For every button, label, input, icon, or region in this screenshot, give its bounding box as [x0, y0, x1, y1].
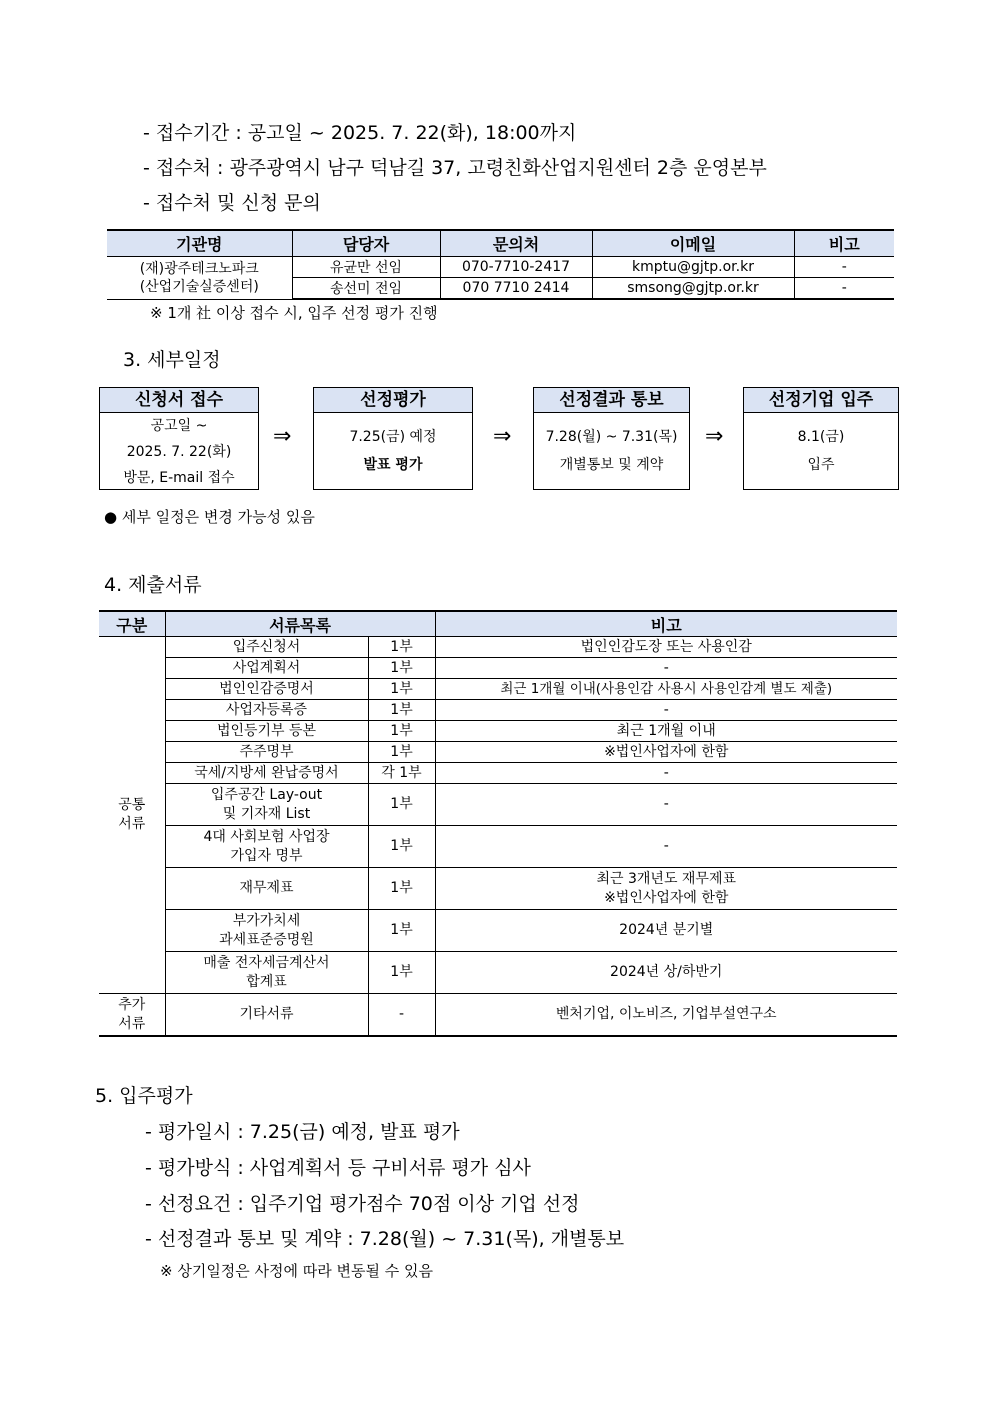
doc-note: - [435, 826, 897, 868]
reception-period: - 접수기간 : 공고일 ~ 2025. 7. 22(화), 18:00까지 [143, 122, 577, 144]
contact-table [107, 229, 894, 300]
doc-name: 재무제표 [165, 868, 368, 910]
contact-phone: 070-7710-2417 [440, 257, 592, 278]
doc-name: 입주신청서 [165, 637, 368, 658]
contact-email: kmptu@gjtp.or.kr [592, 257, 794, 278]
doc-name: 국세/지방세 완납증명서 [165, 763, 368, 784]
docs-group-common [99, 637, 165, 994]
doc-qty: 1부 [368, 658, 435, 679]
doc-note: - [435, 658, 897, 679]
doc-note: 벤처기업, 이노비즈, 기업부설연구소 [435, 994, 897, 1037]
contact-note: - [794, 278, 894, 300]
contact-header-person: 담당자 [292, 230, 440, 257]
step-line: 7.25(금) 예정 [349, 429, 437, 445]
schedule-note: ● 세부 일정은 변경 가능성 있음 [104, 508, 315, 526]
step-title: 신청서 접수 [100, 388, 258, 413]
doc-note-line: ※법인사업자에 한함 [604, 889, 729, 906]
doc-note: - [435, 700, 897, 721]
doc-note: ※법인사업자에 한함 [435, 742, 897, 763]
doc-qty: - [368, 994, 435, 1037]
doc-qty: 1부 [368, 700, 435, 721]
doc-qty: 1부 [368, 742, 435, 763]
step-line: 방문, E-mail 접수 [123, 470, 235, 486]
evaluation-item: - 평가일시 : 7.25(금) 예정, 발표 평가 [145, 1121, 460, 1143]
step-line: 8.1(금) [797, 429, 845, 445]
schedule-step-result [533, 387, 690, 490]
step-line: 2025. 7. 22(화) [126, 444, 232, 460]
schedule-step-evaluation [313, 387, 473, 490]
doc-name-line: 부가가치세 [232, 912, 301, 929]
contact-org-line2: (산업기술실증센터) [139, 278, 259, 295]
doc-note: 2024년 상/하반기 [435, 952, 897, 994]
arrow-icon: ⇒ [705, 424, 724, 449]
doc-name: 기타서류 [165, 994, 368, 1037]
doc-name [165, 826, 368, 868]
step-title: 선정결과 통보 [534, 388, 689, 413]
docs-header-category: 구분 [99, 611, 165, 637]
doc-qty: 1부 [368, 952, 435, 994]
doc-name: 법인인감증명서 [165, 679, 368, 700]
group-label: 공통 [118, 797, 146, 813]
docs-header-note: 비고 [435, 611, 897, 637]
doc-note-line: 최근 3개년도 재무제표 [596, 870, 737, 887]
doc-qty: 1부 [368, 637, 435, 658]
doc-note [435, 868, 897, 910]
contact-org [107, 257, 292, 300]
doc-qty: 각 1부 [368, 763, 435, 784]
evaluation-title: 5. 입주평가 [95, 1085, 193, 1107]
step-title: 선정평가 [314, 388, 472, 413]
arrow-icon: ⇒ [273, 424, 292, 449]
docs-group-extra [99, 994, 165, 1037]
contact-person: 송선미 전임 [292, 278, 440, 300]
contact-person: 유균만 선임 [292, 257, 440, 278]
doc-name-line: 입주공간 Lay-out [210, 786, 323, 803]
group-label: 서류 [118, 816, 146, 832]
doc-name-line: 4대 사회보험 사업장 [203, 828, 330, 845]
contact-phone: 070 7710 2414 [440, 278, 592, 300]
step-line: 공고일 ~ [150, 418, 208, 434]
doc-name: 사업자등록증 [165, 700, 368, 721]
doc-name: 법인등기부 등본 [165, 721, 368, 742]
contact-header-phone: 문의처 [440, 230, 592, 257]
contact-footnote: ※ 1개 社 이상 접수 시, 입주 선정 평가 진행 [150, 304, 438, 322]
group-label: 추가 [118, 996, 146, 1013]
reception-place: - 접수처 : 광주광역시 남구 덕남길 37, 고령친화산업지원센터 2층 운영본부 [143, 157, 767, 179]
contact-header-org: 기관명 [107, 230, 292, 257]
schedule-title: 3. 세부일정 [123, 349, 221, 371]
contact-header-email: 이메일 [592, 230, 794, 257]
evaluation-item: - 선정요건 : 입주기업 평가점수 70점 이상 기업 선정 [145, 1193, 580, 1215]
documents-table [99, 610, 897, 1037]
doc-name-line: 가입자 명부 [230, 847, 303, 864]
evaluation-item: - 선정결과 통보 및 계약 : 7.28(월) ~ 7.31(목), 개별통보 [145, 1228, 625, 1250]
reception-inquiry: - 접수처 및 신청 문의 [143, 192, 321, 214]
doc-name [165, 910, 368, 952]
doc-note: 법인인감도장 또는 사용인감 [435, 637, 897, 658]
contact-org-line1: (재)광주테크노파크 [139, 260, 259, 277]
doc-qty: 1부 [368, 679, 435, 700]
contact-header-note: 비고 [794, 230, 894, 257]
step-line: 발표 평가 [363, 457, 423, 473]
doc-qty: 1부 [368, 784, 435, 826]
schedule-step-application [99, 387, 259, 490]
documents-title: 4. 제출서류 [104, 574, 202, 596]
doc-name-line: 과세표준증명원 [219, 931, 314, 948]
doc-qty: 1부 [368, 721, 435, 742]
doc-name-line: 및 기자재 List [222, 805, 311, 822]
docs-header-list: 서류목록 [165, 611, 435, 637]
doc-note: 2024년 분기별 [435, 910, 897, 952]
arrow-icon: ⇒ [493, 424, 512, 449]
contact-note: - [794, 257, 894, 278]
doc-note: - [435, 763, 897, 784]
doc-name: 사업계획서 [165, 658, 368, 679]
evaluation-item: - 평가방식 : 사업계획서 등 구비서류 평가 심사 [145, 1157, 531, 1179]
doc-name: 주주명부 [165, 742, 368, 763]
doc-note: 최근 1개월 이내 [435, 721, 897, 742]
doc-name-line: 합계표 [246, 973, 287, 990]
contact-email: smsong@gjtp.or.kr [592, 278, 794, 300]
doc-qty: 1부 [368, 868, 435, 910]
doc-note: 최근 1개월 이내(사용인감 사용시 사용인감계 별도 제출) [435, 679, 897, 700]
evaluation-note: ※ 상기일정은 사정에 따라 변동될 수 있음 [160, 1262, 434, 1280]
step-line: 7.28(월) ~ 7.31(목) [545, 429, 678, 445]
doc-qty: 1부 [368, 910, 435, 952]
doc-qty: 1부 [368, 826, 435, 868]
step-title: 선정기업 입주 [744, 388, 898, 413]
doc-name [165, 784, 368, 826]
step-line: 개별통보 및 계약 [559, 457, 664, 473]
group-label: 서류 [118, 1015, 146, 1032]
doc-name [165, 952, 368, 994]
doc-note: - [435, 784, 897, 826]
step-line: 입주 [807, 457, 835, 473]
doc-name-line: 매출 전자세금계산서 [203, 954, 330, 971]
schedule-step-move-in [743, 387, 899, 490]
